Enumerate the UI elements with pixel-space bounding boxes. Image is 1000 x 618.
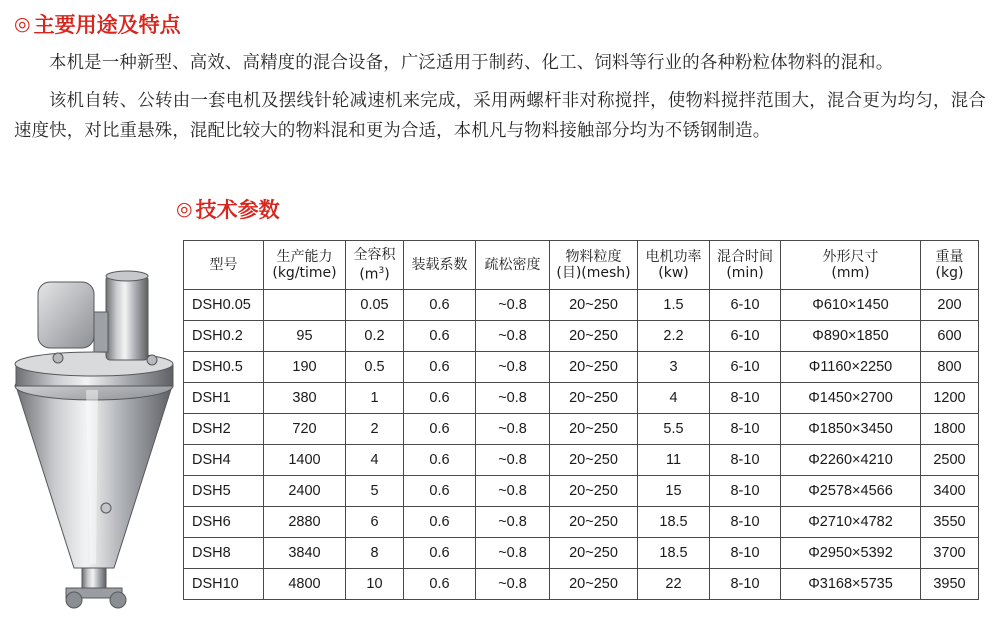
table-cell: Φ1850×3450 bbox=[781, 414, 921, 445]
table-cell: 3950 bbox=[921, 569, 979, 600]
table-cell: 6-10 bbox=[710, 321, 781, 352]
table-cell: 3 bbox=[638, 352, 710, 383]
table-cell: 800 bbox=[921, 352, 979, 383]
table-cell: 20~250 bbox=[550, 538, 638, 569]
table-cell: Φ2710×4782 bbox=[781, 507, 921, 538]
table-cell: 20~250 bbox=[550, 476, 638, 507]
double-circle-icon: ◎ bbox=[14, 13, 31, 35]
table-cell: 2400 bbox=[264, 476, 346, 507]
table-cell: 0.6 bbox=[404, 476, 476, 507]
table-cell: 1800 bbox=[921, 414, 979, 445]
model-cell: DSH0.2 bbox=[184, 321, 264, 352]
table-row bbox=[184, 352, 979, 383]
table-cell: 1 bbox=[346, 383, 404, 414]
table-cell: 1200 bbox=[921, 383, 979, 414]
table-cell: 20~250 bbox=[550, 414, 638, 445]
table-cell: 15 bbox=[638, 476, 710, 507]
table-cell: 0.05 bbox=[346, 290, 404, 321]
table-cell: 3840 bbox=[264, 538, 346, 569]
table-cell: 20~250 bbox=[550, 569, 638, 600]
column-header: 装载系数 bbox=[404, 241, 476, 290]
table-cell: Φ1450×2700 bbox=[781, 383, 921, 414]
table-cell: Φ3168×5735 bbox=[781, 569, 921, 600]
column-header: 重量 (kg) bbox=[921, 241, 979, 290]
model-cell: DSH10 bbox=[184, 569, 264, 600]
table-cell: 22 bbox=[638, 569, 710, 600]
table-cell: 6 bbox=[346, 507, 404, 538]
table-cell: 0.6 bbox=[404, 383, 476, 414]
table-cell: 10 bbox=[346, 569, 404, 600]
table-cell: 8-10 bbox=[710, 538, 781, 569]
model-cell: DSH2 bbox=[184, 414, 264, 445]
column-header: 外形尺寸 (mm) bbox=[781, 241, 921, 290]
table-cell: 20~250 bbox=[550, 383, 638, 414]
table-cell: 380 bbox=[264, 383, 346, 414]
table-cell: 0.5 bbox=[346, 352, 404, 383]
table-cell: 8-10 bbox=[710, 507, 781, 538]
table-cell: 2.2 bbox=[638, 321, 710, 352]
model-cell: DSH4 bbox=[184, 445, 264, 476]
section-title-specs: 技术参数 bbox=[195, 198, 280, 222]
table-cell: ~0.8 bbox=[476, 569, 550, 600]
table-cell: ~0.8 bbox=[476, 383, 550, 414]
table-row bbox=[184, 290, 979, 321]
table-cell: 0.6 bbox=[404, 352, 476, 383]
table-cell: 0.6 bbox=[404, 538, 476, 569]
table-cell: 6-10 bbox=[710, 352, 781, 383]
column-header: 生产能力 (kg/time) bbox=[264, 241, 346, 290]
conical-mixer-image bbox=[2, 268, 180, 618]
table-cell: Φ890×1850 bbox=[781, 321, 921, 352]
table-cell: 4800 bbox=[264, 569, 346, 600]
table-cell: 1.5 bbox=[638, 290, 710, 321]
column-header: 疏松密度 bbox=[476, 241, 550, 290]
table-cell: 4 bbox=[638, 383, 710, 414]
table-cell: ~0.8 bbox=[476, 352, 550, 383]
table-cell: 6-10 bbox=[710, 290, 781, 321]
section-heading-usage bbox=[14, 9, 181, 39]
column-header: 电机功率 (kw) bbox=[638, 241, 710, 290]
table-cell: 20~250 bbox=[550, 445, 638, 476]
table-cell: 5.5 bbox=[638, 414, 710, 445]
intro-paragraph: 本机是一种新型、高效、高精度的混合设备，广泛适用于制药、化工、饲料等行业的各种粉粒体物料的混和。 bbox=[49, 53, 894, 73]
table-cell: 1400 bbox=[264, 445, 346, 476]
table-cell: 0.6 bbox=[404, 569, 476, 600]
column-header: 全容积 $(m^3)$ bbox=[346, 241, 404, 290]
table-cell: ~0.8 bbox=[476, 445, 550, 476]
table-row bbox=[184, 321, 979, 352]
table-row bbox=[184, 414, 979, 445]
table-cell: 0.2 bbox=[346, 321, 404, 352]
table-cell: 0.6 bbox=[404, 414, 476, 445]
table-cell: ~0.8 bbox=[476, 538, 550, 569]
table-cell: 95 bbox=[264, 321, 346, 352]
model-cell: DSH8 bbox=[184, 538, 264, 569]
table-row bbox=[184, 538, 979, 569]
table-cell: 3700 bbox=[921, 538, 979, 569]
double-circle-icon: ◎ bbox=[176, 198, 193, 220]
table-cell: 8-10 bbox=[710, 414, 781, 445]
specification-table bbox=[183, 240, 979, 600]
table-cell: ~0.8 bbox=[476, 476, 550, 507]
features-paragraph: 该机自转、公转由一套电机及摆线针轮减速机来完成，采用两螺杆非对称搅拌，使物料搅拌范围大，混合更为均匀，混合速度快，对比重悬殊，混配比较大的物料混和更为合适，本机凡与物料接触部分均为不锈钢制造。 bbox=[14, 91, 986, 141]
table-cell: 18.5 bbox=[638, 507, 710, 538]
column-header: 混合时间 (min) bbox=[710, 241, 781, 290]
section-title-usage: 主要用途及特点 bbox=[33, 13, 181, 37]
model-cell: DSH5 bbox=[184, 476, 264, 507]
table-cell: 8-10 bbox=[710, 569, 781, 600]
table-cell: 0.6 bbox=[404, 445, 476, 476]
table-cell: ~0.8 bbox=[476, 290, 550, 321]
table-cell: 8-10 bbox=[710, 383, 781, 414]
table-cell: 20~250 bbox=[550, 352, 638, 383]
table-cell: 2 bbox=[346, 414, 404, 445]
table-cell: 8-10 bbox=[710, 445, 781, 476]
table-cell: 720 bbox=[264, 414, 346, 445]
table-cell: 3400 bbox=[921, 476, 979, 507]
table-cell: Φ2260×4210 bbox=[781, 445, 921, 476]
table-row bbox=[184, 445, 979, 476]
model-cell: DSH0.05 bbox=[184, 290, 264, 321]
table-cell: 18.5 bbox=[638, 538, 710, 569]
table-cell: 0.6 bbox=[404, 290, 476, 321]
table-cell: 20~250 bbox=[550, 507, 638, 538]
table-cell: Φ1160×2250 bbox=[781, 352, 921, 383]
table-cell: 4 bbox=[346, 445, 404, 476]
table-cell: 200 bbox=[921, 290, 979, 321]
table-cell: 190 bbox=[264, 352, 346, 383]
table-cell: 3550 bbox=[921, 507, 979, 538]
model-cell: DSH6 bbox=[184, 507, 264, 538]
table-cell: Φ610×1450 bbox=[781, 290, 921, 321]
table-cell: 20~250 bbox=[550, 290, 638, 321]
table-cell: 600 bbox=[921, 321, 979, 352]
table-row bbox=[184, 476, 979, 507]
section-heading-specs bbox=[176, 194, 280, 224]
table-cell: 2880 bbox=[264, 507, 346, 538]
table-cell: 5 bbox=[346, 476, 404, 507]
table-row bbox=[184, 507, 979, 538]
table-cell: 0.6 bbox=[404, 321, 476, 352]
table-cell: 20~250 bbox=[550, 321, 638, 352]
table-cell: Φ2578×4566 bbox=[781, 476, 921, 507]
table-cell: 11 bbox=[638, 445, 710, 476]
table-cell bbox=[264, 290, 346, 321]
table-row bbox=[184, 383, 979, 414]
table-body bbox=[184, 290, 979, 600]
column-header: 型号 bbox=[184, 241, 264, 290]
table-cell: ~0.8 bbox=[476, 507, 550, 538]
table-cell: 8-10 bbox=[710, 476, 781, 507]
table-cell: ~0.8 bbox=[476, 321, 550, 352]
table-cell: 8 bbox=[346, 538, 404, 569]
table-cell: Φ2950×5392 bbox=[781, 538, 921, 569]
table-cell: ~0.8 bbox=[476, 414, 550, 445]
column-header: 物料粒度 (目)(mesh) bbox=[550, 241, 638, 290]
table-cell: 0.6 bbox=[404, 507, 476, 538]
model-cell: DSH1 bbox=[184, 383, 264, 414]
table-row bbox=[184, 569, 979, 600]
model-cell: DSH0.5 bbox=[184, 352, 264, 383]
table-cell: 2500 bbox=[921, 445, 979, 476]
table-header-row bbox=[184, 241, 979, 290]
